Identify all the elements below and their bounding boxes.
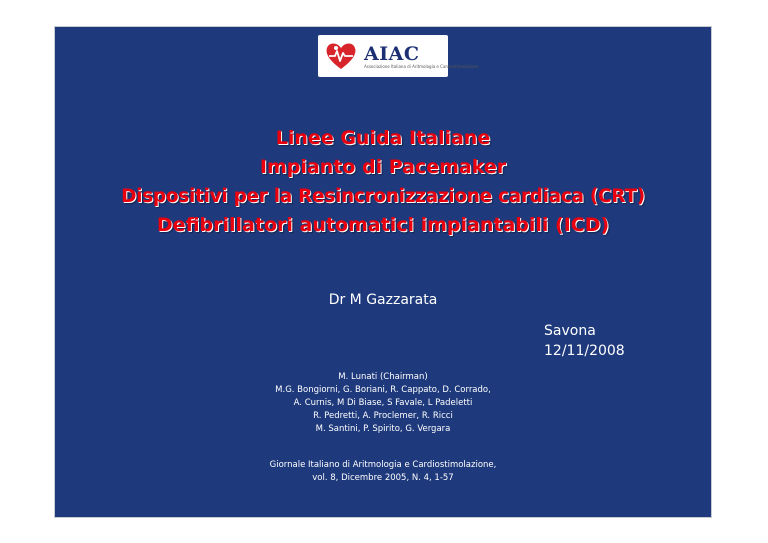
author-line: R. Pedretti, A. Proclemer, R. Ricci [313, 411, 453, 421]
date: 12/11/2008 [544, 343, 625, 359]
authors-list [55, 371, 711, 436]
title-line-3: Dispositivi per la Resincronizzazione cardiaca (CRT) [121, 186, 645, 207]
place: Savona [544, 323, 596, 339]
author-line: M.G. Bongiorni, G. Boriani, R. Cappato, D. Corrado, [275, 385, 491, 395]
reference-line: vol. 8, Dicembre 2005, N. 4, 1-57 [312, 473, 454, 483]
title-line-1: Linee Guida Italiane [275, 127, 491, 149]
journal-reference [55, 459, 711, 485]
author-line: A. Curnis, M Di Biase, S Favale, L Padeletti [293, 398, 473, 408]
aiac-logo [318, 35, 479, 77]
author-line: M. Lunati (Chairman) [338, 372, 428, 382]
slide-title [55, 124, 711, 240]
title-line-4: Defibrillatori automatici impiantabili (ICD) [156, 214, 610, 236]
title-line-2: Impianto di Pacemaker [259, 156, 507, 178]
place-date [544, 321, 625, 361]
slide [55, 27, 711, 517]
logo-text-group [364, 44, 478, 69]
presenter-name: Dr M Gazzarata [328, 292, 438, 308]
reference-line: Giornale Italiano di Aritmologia e Cardiostimolazione, [269, 460, 497, 470]
logo-subtitle: Associazione Italiana di Aritmologia e Cardiostimolazione [364, 63, 479, 69]
author-line: M. Santini, P. Spirito, G. Vergara [315, 424, 451, 434]
heart-logo-icon [324, 39, 358, 73]
logo-name: AIAC [364, 42, 420, 65]
